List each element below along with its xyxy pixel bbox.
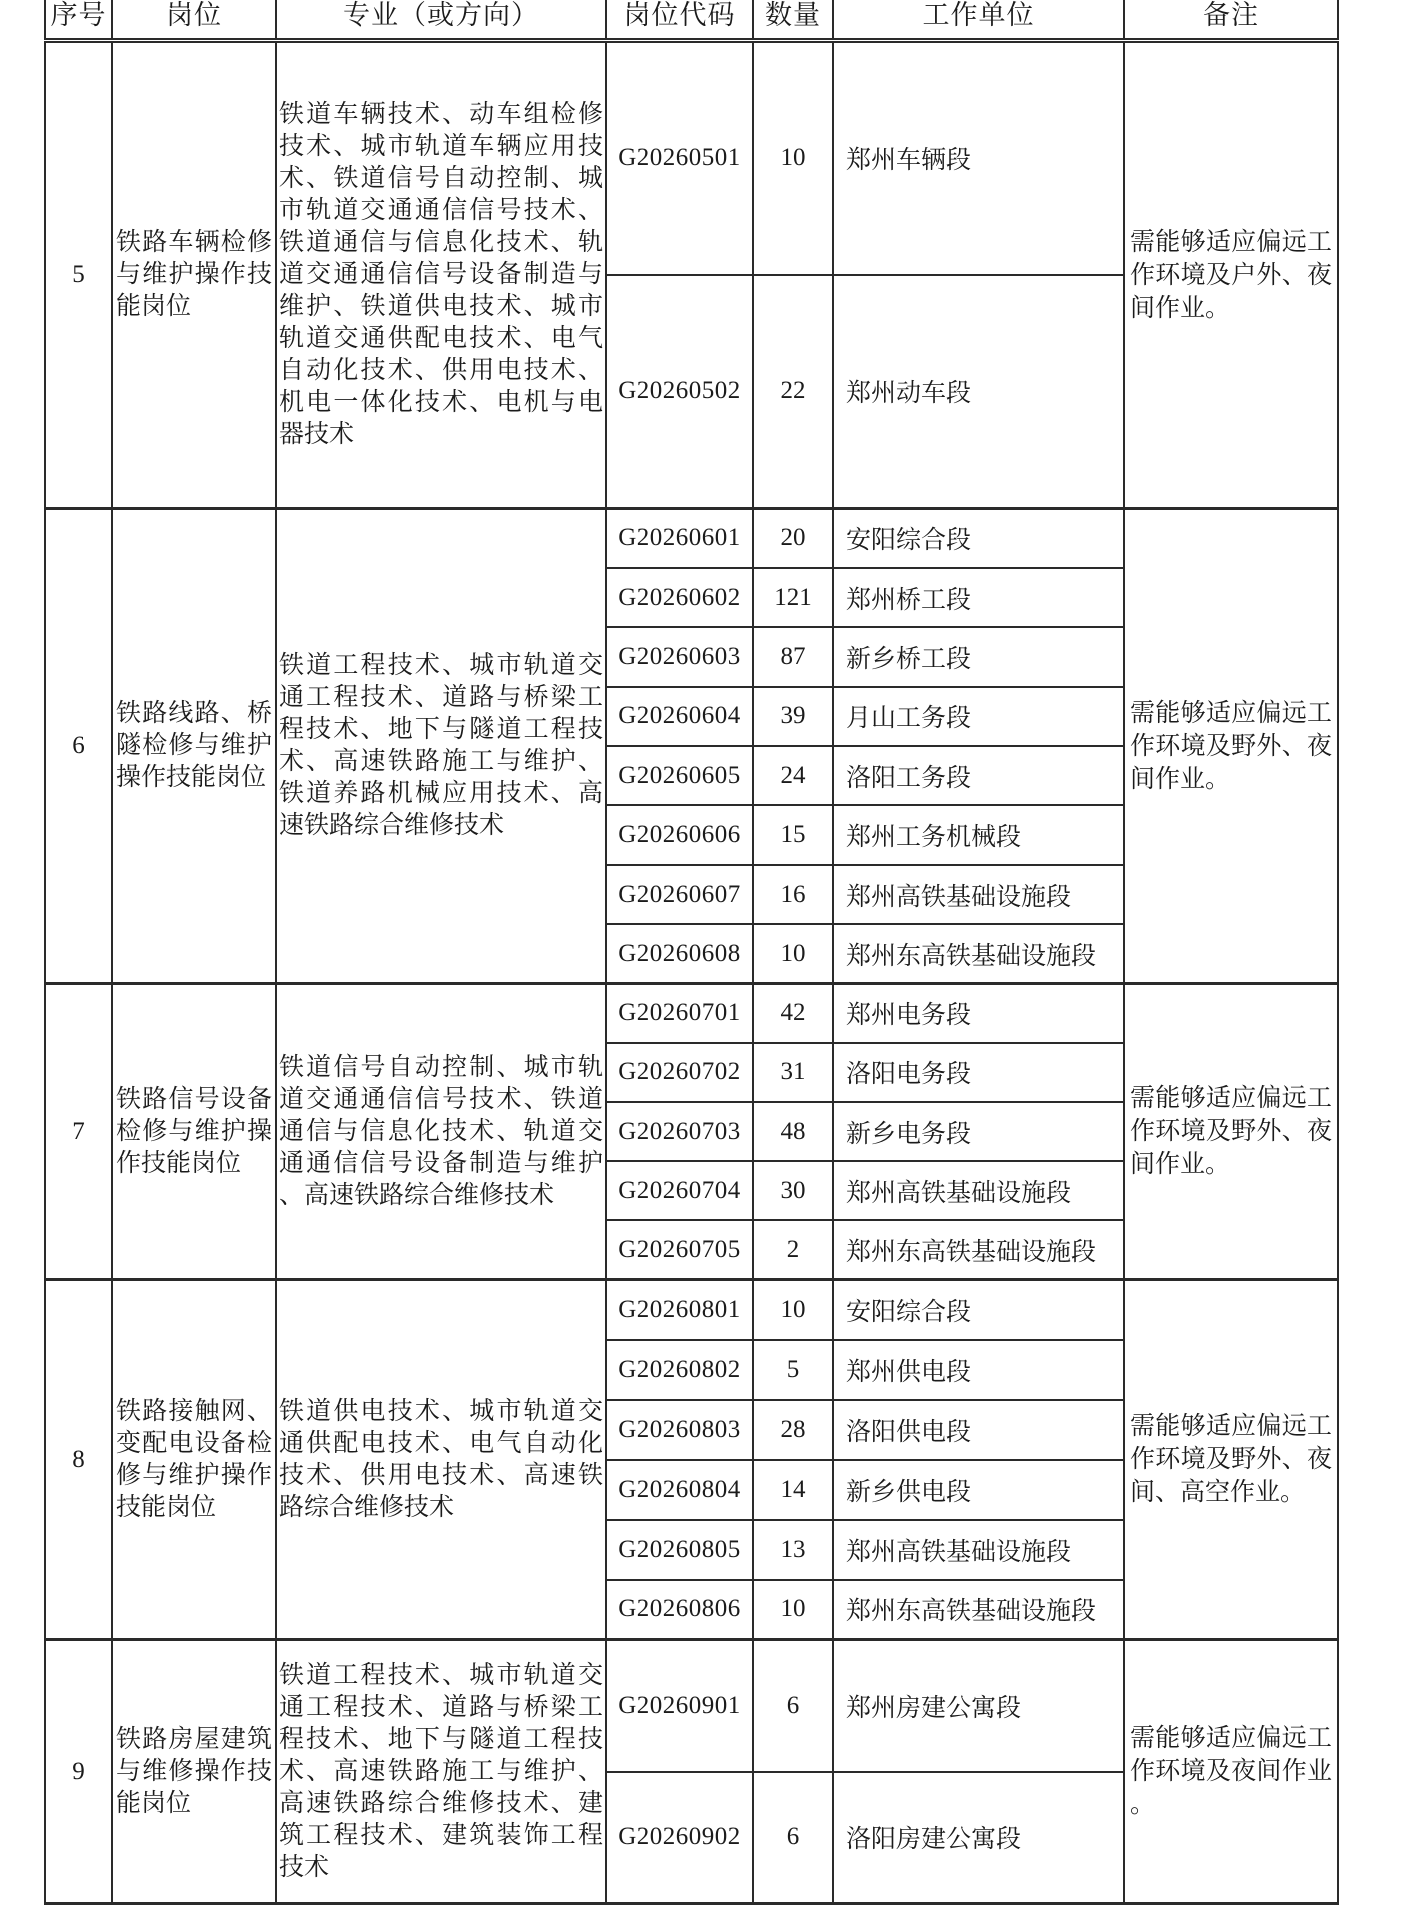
unit-cell: 安阳综合段 — [833, 509, 1124, 568]
code-cell: G20260705 — [606, 1220, 753, 1279]
job-table — [44, 0, 1339, 1905]
qty-cell: 24 — [753, 746, 833, 805]
qty-cell: 87 — [753, 627, 833, 686]
remark-cell: 需能够适应偏远工作环境及野外、夜间作业。 — [1124, 984, 1338, 1280]
group-6 — [45, 509, 1338, 984]
post-cell: 铁路接触网、变配电设备检修与维护操作技能岗位 — [112, 1280, 276, 1640]
major-cell: 铁道工程技术、城市轨道交通工程技术、道路与桥梁工程技术、地下与隧道工程技术、高速铁路施工与维护、高速铁路综合维修技术、建筑工程技术、建筑装饰工程技术 — [276, 1640, 606, 1904]
seq-cell: 9 — [45, 1640, 112, 1904]
header-remark: 备注 — [1124, 0, 1338, 41]
unit-cell: 郑州供电段 — [833, 1340, 1124, 1400]
code-cell: G20260702 — [606, 1043, 753, 1102]
unit-cell: 郑州桥工段 — [833, 568, 1124, 627]
header-unit: 工作单位 — [833, 0, 1124, 41]
qty-cell: 10 — [753, 1580, 833, 1640]
unit-cell: 郑州高铁基础设施段 — [833, 1161, 1124, 1220]
remark-cell: 需能够适应偏远工作环境及户外、夜间作业。 — [1124, 41, 1338, 509]
code-cell: G20260608 — [606, 924, 753, 983]
header-code: 岗位代码 — [606, 0, 753, 41]
unit-cell: 郑州东高铁基础设施段 — [833, 924, 1124, 983]
code-cell: G20260606 — [606, 805, 753, 864]
code-cell: G20260602 — [606, 568, 753, 627]
remark-cell: 需能够适应偏远工作环境及野外、夜间作业。 — [1124, 509, 1338, 984]
code-cell: G20260704 — [606, 1161, 753, 1220]
major-cell: 铁道工程技术、城市轨道交通工程技术、道路与桥梁工程技术、地下与隧道工程技术、高速铁路施工与维护、铁道养路机械应用技术、高速铁路综合维修技术 — [276, 509, 606, 984]
unit-cell: 新乡供电段 — [833, 1460, 1124, 1520]
code-cell: G20260605 — [606, 746, 753, 805]
qty-cell: 14 — [753, 1460, 833, 1520]
code-cell: G20260802 — [606, 1340, 753, 1400]
major-cell: 铁道车辆技术、动车组检修技术、城市轨道车辆应用技术、铁道信号自动控制、城市轨道交通通信信号技术、铁道通信与信息化技术、轨道交通通信信号设备制造与维护、铁道供电技术、城市轨道交通供配电技术、电气自动化技术、供用电技术、机电一体化技术、电机与电器技术 — [276, 41, 606, 509]
header-seq: 序号 — [45, 0, 112, 41]
unit-cell: 郑州工务机械段 — [833, 805, 1124, 864]
qty-cell: 6 — [753, 1640, 833, 1772]
qty-cell: 39 — [753, 687, 833, 746]
code-cell: G20260604 — [606, 687, 753, 746]
code-cell: G20260805 — [606, 1520, 753, 1580]
qty-cell: 16 — [753, 865, 833, 924]
code-cell: G20260803 — [606, 1400, 753, 1460]
qty-cell: 48 — [753, 1102, 833, 1161]
unit-cell: 郑州电务段 — [833, 984, 1124, 1043]
major-cell: 铁道信号自动控制、城市轨道交通通信信号技术、铁道通信与信息化技术、轨道交通通信信号设备制造与维护、高速铁路综合维修技术 — [276, 984, 606, 1280]
qty-cell: 2 — [753, 1220, 833, 1279]
seq-cell: 5 — [45, 41, 112, 509]
unit-cell: 新乡电务段 — [833, 1102, 1124, 1161]
header-post: 岗位 — [112, 0, 276, 41]
code-cell: G20260603 — [606, 627, 753, 686]
qty-cell: 20 — [753, 509, 833, 568]
table-row — [45, 1640, 1338, 1772]
qty-cell: 121 — [753, 568, 833, 627]
group-9 — [45, 1640, 1338, 1904]
code-cell: G20260502 — [606, 275, 753, 509]
group-8 — [45, 1280, 1338, 1640]
unit-cell: 月山工务段 — [833, 687, 1124, 746]
code-cell: G20260804 — [606, 1460, 753, 1520]
qty-cell: 5 — [753, 1340, 833, 1400]
qty-cell: 10 — [753, 1280, 833, 1340]
qty-cell: 10 — [753, 924, 833, 983]
seq-cell: 6 — [45, 509, 112, 984]
post-cell: 铁路车辆检修与维护操作技能岗位 — [112, 41, 276, 509]
qty-cell: 13 — [753, 1520, 833, 1580]
seq-cell: 7 — [45, 984, 112, 1280]
major-cell: 铁道供电技术、城市轨道交通供配电技术、电气自动化技术、供用电技术、高速铁路综合维修技术 — [276, 1280, 606, 1640]
unit-cell: 郑州动车段 — [833, 275, 1124, 509]
table-header — [45, 0, 1338, 41]
header-major: 专业（或方向） — [276, 0, 606, 41]
unit-cell: 郑州高铁基础设施段 — [833, 865, 1124, 924]
unit-cell: 郑州车辆段 — [833, 41, 1124, 275]
unit-cell: 郑州高铁基础设施段 — [833, 1520, 1124, 1580]
unit-cell: 洛阳工务段 — [833, 746, 1124, 805]
code-cell: G20260901 — [606, 1640, 753, 1772]
code-cell: G20260902 — [606, 1772, 753, 1904]
table-row — [45, 41, 1338, 275]
code-cell: G20260801 — [606, 1280, 753, 1340]
qty-cell: 10 — [753, 41, 833, 275]
header-row — [45, 0, 1338, 41]
code-cell: G20260601 — [606, 509, 753, 568]
remark-cell: 需能够适应偏远工作环境及夜间作业。 — [1124, 1640, 1338, 1904]
header-qty: 数量 — [753, 0, 833, 41]
unit-cell: 安阳综合段 — [833, 1280, 1124, 1340]
code-cell: G20260701 — [606, 984, 753, 1043]
code-cell: G20260607 — [606, 865, 753, 924]
qty-cell: 28 — [753, 1400, 833, 1460]
qty-cell: 30 — [753, 1161, 833, 1220]
unit-cell: 新乡桥工段 — [833, 627, 1124, 686]
unit-cell: 洛阳供电段 — [833, 1400, 1124, 1460]
post-cell: 铁路信号设备检修与维护操作技能岗位 — [112, 984, 276, 1280]
table-row — [45, 1280, 1338, 1340]
qty-cell: 22 — [753, 275, 833, 509]
unit-cell: 洛阳电务段 — [833, 1043, 1124, 1102]
remark-cell: 需能够适应偏远工作环境及野外、夜间、高空作业。 — [1124, 1280, 1338, 1640]
code-cell: G20260806 — [606, 1580, 753, 1640]
seq-cell: 8 — [45, 1280, 112, 1640]
table-row — [45, 509, 1338, 568]
group-7 — [45, 984, 1338, 1280]
group-5 — [45, 41, 1338, 509]
qty-cell: 42 — [753, 984, 833, 1043]
unit-cell: 洛阳房建公寓段 — [833, 1772, 1124, 1904]
qty-cell: 31 — [753, 1043, 833, 1102]
unit-cell: 郑州东高铁基础设施段 — [833, 1580, 1124, 1640]
unit-cell: 郑州东高铁基础设施段 — [833, 1220, 1124, 1279]
unit-cell: 郑州房建公寓段 — [833, 1640, 1124, 1772]
table-row — [45, 984, 1338, 1043]
qty-cell: 6 — [753, 1772, 833, 1904]
qty-cell: 15 — [753, 805, 833, 864]
post-cell: 铁路房屋建筑与维修操作技能岗位 — [112, 1640, 276, 1904]
code-cell: G20260703 — [606, 1102, 753, 1161]
code-cell: G20260501 — [606, 41, 753, 275]
post-cell: 铁路线路、桥隧检修与维护操作技能岗位 — [112, 509, 276, 984]
